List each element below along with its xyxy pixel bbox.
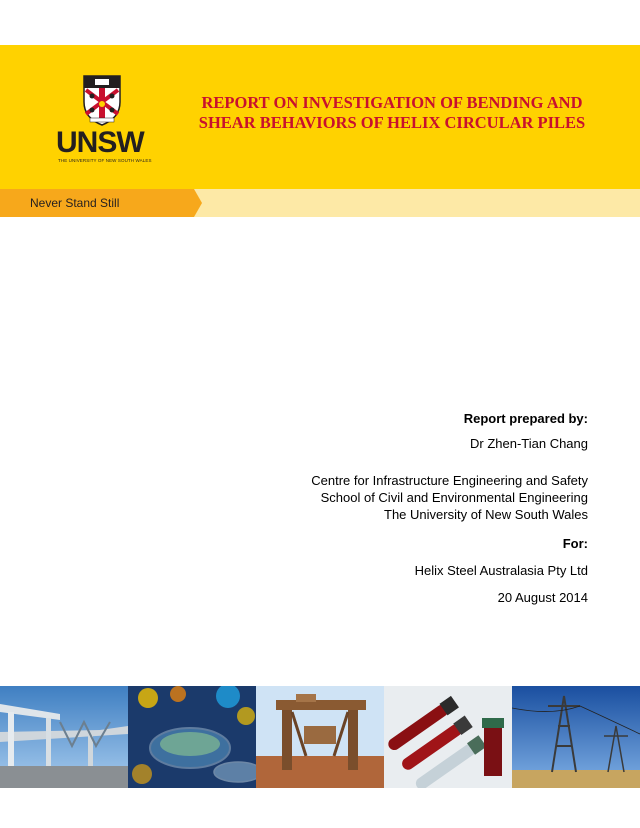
petri-dish-photo xyxy=(128,686,256,788)
tagline: Never Stand Still xyxy=(30,196,120,210)
report-info xyxy=(228,410,588,606)
logo-subtext: THE UNIVERSITY OF NEW SOUTH WALES xyxy=(58,158,152,163)
construction-frame-photo xyxy=(0,686,128,788)
report-date: 20 August 2014 xyxy=(497,590,588,605)
test-tubes-photo xyxy=(384,686,512,788)
crest-icon xyxy=(82,74,122,126)
author-name: Dr Zhen-Tian Chang xyxy=(469,436,588,451)
client-name: Helix Steel Australasia Pty Ltd xyxy=(414,563,588,578)
unsw-logo xyxy=(56,74,152,166)
affiliation-line-1: Centre for Infrastructure Engineering and Safety xyxy=(311,473,588,488)
title-line-2: SHEAR BEHAVIORS OF HELIX CIRCULAR PILES xyxy=(198,113,586,132)
logo-wordmark: UNSW xyxy=(56,126,144,159)
title-line-1: REPORT ON INVESTIGATION OF BENDING AND xyxy=(201,93,583,112)
affiliation-line-2: School of Civil and Environmental Engineering xyxy=(320,490,588,505)
report-title xyxy=(172,93,612,133)
prepared-by-label: Report prepared by: xyxy=(463,411,588,426)
affiliation-line-3: The University of New South Wales xyxy=(384,507,588,522)
for-label: For: xyxy=(562,536,588,551)
photo-strip xyxy=(0,686,640,788)
power-pylons-photo xyxy=(512,686,640,788)
mining-gantry-photo xyxy=(256,686,384,788)
